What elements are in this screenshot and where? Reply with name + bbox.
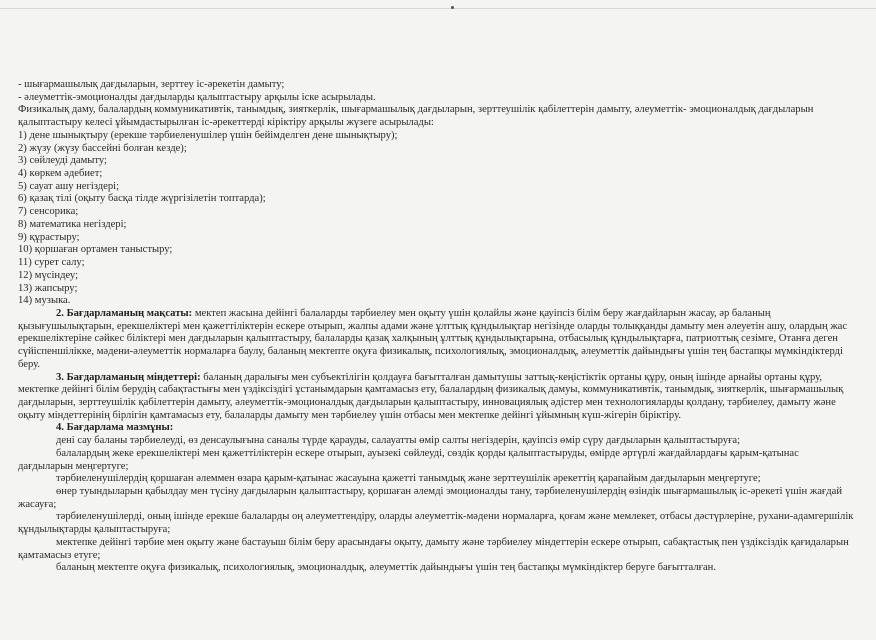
section-heading: 4. Бағдарлама мазмұны: [56,422,174,434]
list-item: 11) сурет салу; [18,257,85,269]
list-item: 2) жүзу (жүзу бассейні болған кезде); [18,142,187,154]
scan-mark [451,6,454,9]
list-item: 5) сауат ашу негіздері; [18,180,120,192]
list-item: 10) қоршаған ортамен таныстыру; [18,244,173,256]
content-item: баланың мектепте оқуға физикалық, психологиялық, эмоционалдық, әлеуметтік дайындығы үшін тең бастапқы мүмкіндіктер беруге бағытталған. [56,562,716,574]
section-text: баланың даралығы мен субъектілігін қолдауға бағытталған дамытушы заттық-кеңістіктік ортаны құру, оның ішінде арнайы ортаны құру, мектепке дейінгі білім берудің сабақтастығы мен үздіксіздігі ұстанымдарын қамтамасыз ету, балалардың физикалық дамуы, коммуникативтік, танымдық, зияткерлік, шығармашылық дағдыларын, зерттеушілік қабілеттерін дамыту, әлеуметтік-эмоционалдық дағдыларын қалыптастыру, инновациялық әдістер мен технологияларды қолдану, тәрбиелеу, дамыту және оқыту міндеттерінің бірлігін қамтамасыз ету, балаларды дамыту мен тәрбиелеу үшін отбасы мен мектепке дейінгі ұйымның күш-жігерін біріктіру. [18,371,844,421]
section-goal [18,308,856,372]
content-item: өнер туындыларын қабылдау мен түсіну дағдыларын қалыптастыру, қоршаған әлемді эмоционалды тану, тәрбиеленушілердің өзіндік шығармашылық іс-әрекеті үшін жағдай жасауға; [18,486,843,510]
section-heading: 3. Бағдарламаның міндеттері: [56,371,201,383]
list-item: 4) көркем әдебиет; [18,168,103,180]
content-item: тәрбиеленушілерді, оның ішінде ерекше балаларды оң әлеуметтендіру, оларды әлеуметтік-мәдени нормаларға, қоғам және мемлекет, отбасы дәстүрлеріне, рухани-адамгершілік құндылықтарды қалыптастыруға; [18,511,854,536]
content-item: тәрбиеленушілердің қоршаған әлеммен өзара қарым-қатынас жасауына қажетті танымдық және зерттеушілік әрекеттің қарапайым дағдыларын меңгертуге; [56,473,761,485]
content-item: мектепке дейінгі тәрбие мен оқыту және бастауыш білім беру арасындағы оқыту, дамыту және тәрбиелеу міндеттерін ескере отырып, сабақтастық пен үздіксіздік қағидаларын қамтамасыз етуге; [18,536,849,561]
list-item: 8) математика негіздері; [18,218,127,230]
section-heading: 2. Бағдарламаның мақсаты: [56,307,193,319]
section-content [18,422,856,435]
section-text: мектеп жасына дейінгі балаларды тәрбиелеу мен оқыту үшін қолайлы және қауіпсіз білім беру жағдайларын жасау, әр баланың қызығушылықтарын, ерекшеліктері мен қажеттіліктерін ескере отырып, жалпы адами және ұлттық құндылықтар негізінде оларды толыққанды дамыту мен әлеуетін ашу, олардың жас ерекшеліктеріне сәйкес біліктері мен дағдыларын қалыптастыру, балаларды қазақ халқының ұлттық құндылықтарына, отбасылық құндылықтарға, патриоттық сезімге, Отанға деген сүйіспеншілікке, мәдени-әлеуметтік нормаларға баулу, баланың мектепте оқуға физикалық, психологиялық, эмоционалдық, әлеуметтік дайындығы үшін тең бастапқы мүмкіндіктерді беру. [18,307,848,370]
list-item: 13) жапсыру; [18,282,78,294]
document-page [18,79,856,575]
content-item: балалардың жеке ерекшеліктері мен қажеттіліктерін ескере отырып, ауызекі сөйлеуді, сөздік қорды қалыптастыруды, өмірде әртүрлі жағдайлардағы қарым-қатынас дағдыларын меңгертуге; [18,447,799,472]
list-item: 7) сенсорика; [18,206,79,218]
content-item: дені сау баланы тәрбиелеуді, өз денсаулығына саналы түрде қарауды, салауатты өмір салты негіздерін, қауіпсіз өмір сүру дағдыларын қалыптастыруға; [56,435,741,447]
paragraph: Физикалық даму, балалардың коммуникативтік, танымдық, зияткерлік, шығармашылық дағдыларын, зерттеушілік қабілеттерін дамыту, әлеуметтік- эмоционалдық дағдыларын қалыптастыру келесі ұйымдастырылған іс-әрекеттерді кіріктіру арқылы жүзеге асырылады: [18,104,814,129]
list-item: 6) қазақ тілі (оқыту басқа тілде жүргізілетін топтарда); [18,193,266,205]
list-item: 12) мүсіндеу; [18,269,79,281]
list-item: 9) құрастыру; [18,231,80,243]
list-item: 14) музыка. [18,295,71,307]
page-edge [0,8,876,9]
intro-line: - әлеуметтік-эмоционалды дағдыларды қалыптастыру арқылы іске асырылады. [18,91,376,103]
intro-line: - шығармашылық дағдыларын, зерттеу іс-әрекетін дамыту; [18,79,285,90]
list-item: 3) сөйлеуді дамыту; [18,155,107,167]
list-item: 1) дене шынықтыру (ерекше тәрбиеленушілер үшін бейімделген дене шынықтыру); [18,129,398,141]
section-tasks [18,372,856,423]
